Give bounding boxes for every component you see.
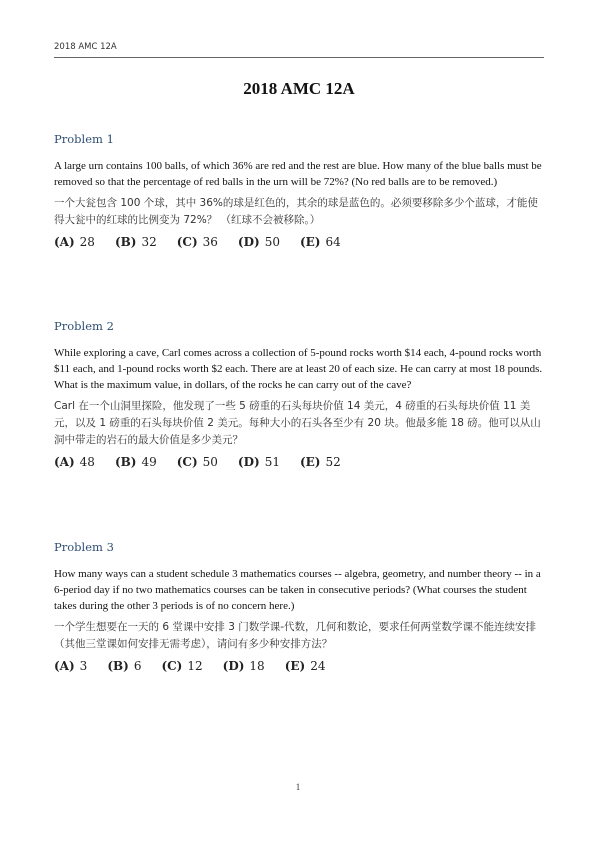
choice-letter: (B): [114, 235, 137, 249]
choice-value: 12: [187, 659, 203, 673]
choice-a: [54, 235, 95, 249]
problem-statement-english: While exploring a cave, Carl comes across a collection of 5-pound rocks worth $14 each, 4-pound rocks worth $11 each, and 1-pound rocks worth $2 each. There are at least 20 of each size. He can carry at most 18 pounds. What is the maximum value, in dollars, of the rocks he can carry out of the cave?: [54, 347, 543, 391]
choice-c: [177, 235, 218, 249]
choice-e: [285, 659, 326, 673]
problem-2: [54, 319, 544, 469]
choice-value: 50: [264, 235, 280, 249]
answer-choices: [54, 235, 544, 249]
choice-value: 36: [202, 235, 218, 249]
choice-value: 49: [141, 455, 157, 469]
choice-b: [115, 455, 157, 469]
answer-choices: [54, 455, 544, 469]
problem-3: [54, 540, 544, 673]
choice-value: 32: [141, 235, 157, 249]
choice-letter: (D): [237, 235, 260, 249]
problem-statement-english: How many ways can a student schedule 3 mathematics courses -- algebra, geometry, and number theory -- in a 6-period day if no two mathematics courses can be taken in consecutive periods? (What courses the student takes during the other 3 periods is of no concern here.): [54, 568, 541, 612]
page-number: 1: [295, 782, 301, 792]
choice-letter: (E): [284, 659, 306, 673]
choice-value: 24: [310, 659, 326, 673]
problem-statement-chinese: 一个大瓮包含 100 个球，其中 36%的球是红色的，其余的球是蓝色的。必须要移除多少个蓝球，才能使得大瓮中的红球的比例变为 72%？ （红球不会被移除。）: [54, 197, 538, 226]
problem-1: [54, 132, 544, 249]
choice-value: 64: [325, 235, 341, 249]
running-header: 2018 AMC 12A: [54, 42, 544, 58]
choice-a: [54, 455, 95, 469]
choice-b: [115, 235, 157, 249]
problem-heading: Problem 1: [54, 132, 114, 146]
choice-c: [161, 659, 202, 673]
choice-value: 48: [79, 455, 95, 469]
choice-letter: (A): [54, 235, 75, 249]
choice-d: [238, 235, 280, 249]
choice-letter: (D): [222, 659, 245, 673]
choice-letter: (B): [107, 659, 129, 673]
choice-d: [238, 455, 280, 469]
problem-heading: Problem 2: [54, 319, 114, 333]
choice-e: [300, 235, 341, 249]
answer-choices: [54, 659, 544, 673]
choice-b: [107, 659, 141, 673]
choice-value: 51: [264, 455, 280, 469]
problem-statement-english: A large urn contains 100 balls, of which 36% are red and the rest are blue. How many of the blue balls must be removed so that the percentage of red balls in the urn will be 72%? (No red balls are to be removed.): [54, 160, 542, 188]
choice-letter: (A): [54, 455, 75, 469]
choice-letter: (B): [114, 455, 137, 469]
choice-value: 6: [133, 659, 142, 673]
choice-value: 28: [79, 235, 95, 249]
choice-letter: (D): [237, 455, 260, 469]
choice-letter: (C): [161, 659, 183, 673]
choice-value: 18: [249, 659, 265, 673]
choice-c: [177, 455, 218, 469]
choice-letter: (C): [176, 235, 198, 249]
choice-d: [223, 659, 265, 673]
choice-letter: (C): [176, 455, 198, 469]
choice-e: [300, 455, 341, 469]
document-title: 2018 AMC 12A: [243, 79, 355, 98]
choice-value: 3: [79, 659, 88, 673]
problem-statement-chinese: 一个学生想要在一天的 6 堂课中安排 3 门数学课-代数，几何和数论，要求任何两堂数学课不能连续安排（其他三堂课如何安排无需考虑），请问有多少种安排方法？: [54, 621, 536, 650]
choice-value: 52: [325, 455, 341, 469]
choice-letter: (E): [299, 235, 321, 249]
choice-a: [54, 659, 87, 673]
choice-letter: (E): [299, 455, 321, 469]
choice-letter: (A): [54, 659, 75, 673]
problem-statement-chinese: Carl 在一个山洞里探险，他发现了一些 5 磅重的石头每块价值 14 美元，4 磅重的石头每块价值 11 美元，以及 1 磅重的石头每块价值 2 美元。每种大小的石头各至少有 20 块。他最多能 18 磅。他可以从山洞中带走的岩石的最大价值是多少美元？: [54, 400, 541, 446]
problem-heading: Problem 3: [54, 540, 114, 554]
choice-value: 50: [202, 455, 218, 469]
